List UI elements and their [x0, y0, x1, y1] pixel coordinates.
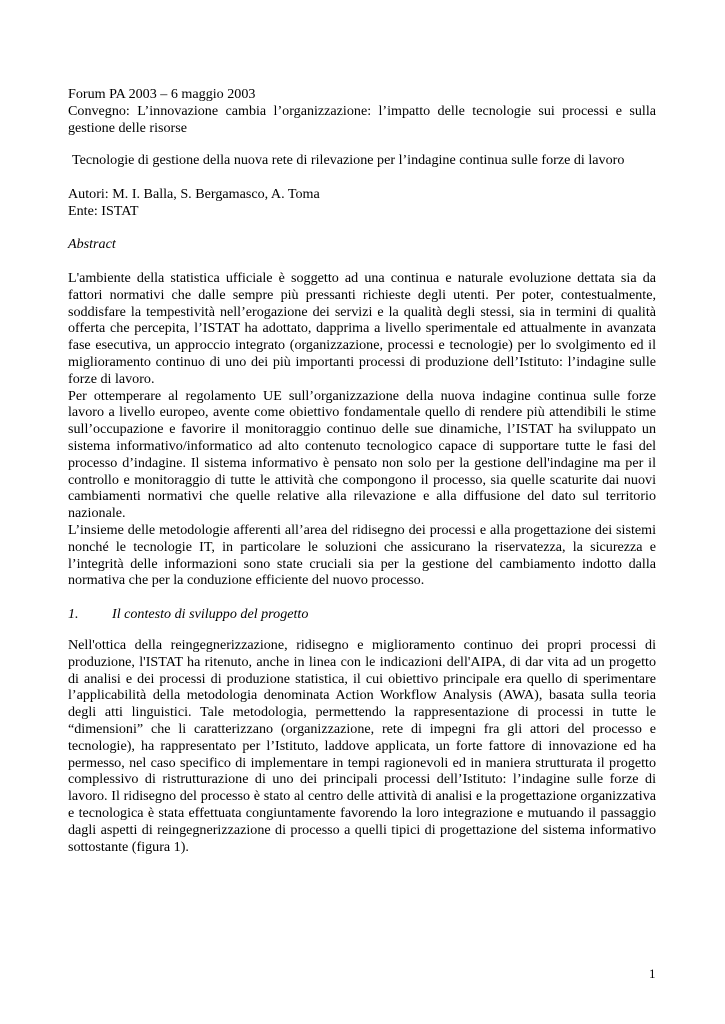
section-paragraph: Nell'ottica della reingegnerizzazione, ridisegno e miglioramento continuo dei propri processi di produzione, l'ISTAT ha ritenuto, anche in linea con le indicazioni dell'AIPA, di dar vita ad un progetto di analisi e dei processi di produzione statistica, il cui obiettivo principale era quello di sperimentare l’applicabilità della metodologia denominata Action Workflow Analysis (AWA), basata sulla teoria degli atti linguistici. Tale metodologia, permettendo la rappresentazione di processi in tutte le “dimensioni” che li caratterizzano (organizzazione, rete di impegni fra gli attori del processo e tecnologie), ha rappresentato per l’Istituto, laddove applicata, un forte fattore di innovazione ed ha permesso, nel caso specifico di implementare in tempi ragionevoli ed in maniera strutturata il progetto complessivo di ristrutturazione di uno dei principali processi dell’Istituto: l’indagine sulle forze di lavoro. Il ridisegno del processo è stato al centro delle attività di analisi e la progettazione organizzativa e tecnologica è stata effettuata congiuntamente favorendo la loro integrazione e mutuando il passaggio dagli aspetti di reingegnerizzazione di processo a quelli tipici di progettazione del sistema informativo sottostante (figura 1). — [68, 637, 656, 855]
abstract-paragraph: L'ambiente della statistica ufficiale è soggetto ad una continua e naturale evoluzione dettata sia da fattori normativi che dalle sempre più pressanti richieste degli utenti. Per poter, contestualmente, soddisfare la tempestività nell’erogazione dei servizi e la qualità degli stessi, sia in termini di qualità offerta che percepita, l’ISTAT ha adottato, dapprima a livello sperimentale ed attualmente in avanzata fase esecutiva, un approccio integrato (organizzazione, processi e tecnologie) per lo svolgimento ed il miglioramento continuo di uno dei più importanti processi di produzione dell’Istituto: l’indagine sulle forze di lavoro. — [68, 270, 656, 387]
abstract-paragraph: L’insieme delle metodologie afferenti all’area del ridisegno dei processi e alla progettazione dei sistemi nonché le tecnologie IT, in particolare le soluzioni che assicurano la riservatezza, la sicurezza e l’integrità delle informazioni sono state cruciali sia per la gestione del cambiamento indotto dalla normativa che per la conduzione efficiente del nuovo processo. — [68, 521, 656, 589]
section-title: Il contesto di sviluppo del progetto — [112, 606, 309, 622]
forum-line: Forum PA 2003 – 6 maggio 2003 — [68, 86, 256, 102]
section-heading — [68, 606, 308, 623]
abstract-body — [68, 270, 656, 589]
convegno-line: Convegno: L’innovazione cambia l’organizzazione: l’impatto delle tecnologie sui processi e sulla gestione delle risorse — [68, 102, 656, 136]
section-body — [68, 637, 656, 855]
document-header — [68, 86, 656, 136]
paper-title: Tecnologie di gestione della nuova rete di rilevazione per l’indagine continua sulle forze di lavoro — [72, 152, 625, 168]
section-number: 1. — [68, 606, 79, 622]
page-number: 1 — [649, 966, 656, 981]
ente-line: Ente: ISTAT — [68, 202, 139, 219]
abstract-heading: Abstract — [68, 236, 116, 252]
authors-block — [68, 186, 320, 220]
authors-line: Autori: M. I. Balla, S. Bergamasco, A. Toma — [68, 186, 320, 202]
abstract-paragraph: Per ottemperare al regolamento UE sull’organizzazione della nuova indagine continua sulle forze lavoro a livello europeo, avente come obiettivo fondamentale quello di rendere più attendibili le stime sull’occupazione e favorire il monitoraggio continuo delle sue dinamiche, l’ISTAT ha sviluppato un sistema informativo/informatico ad alto contenuto tecnologico capace di supportare tutte le fasi del processo d’indagine. Il sistema informativo è pensato non solo per la gestione dell'indagine ma per il controllo e monitoraggio di tutte le attività che compongono il processo, sia quelle scaturite dai nuovi cambiamenti normativi che quelle relative alla rilevazione e alla diffusione del dato sul territorio nazionale. — [68, 387, 656, 522]
